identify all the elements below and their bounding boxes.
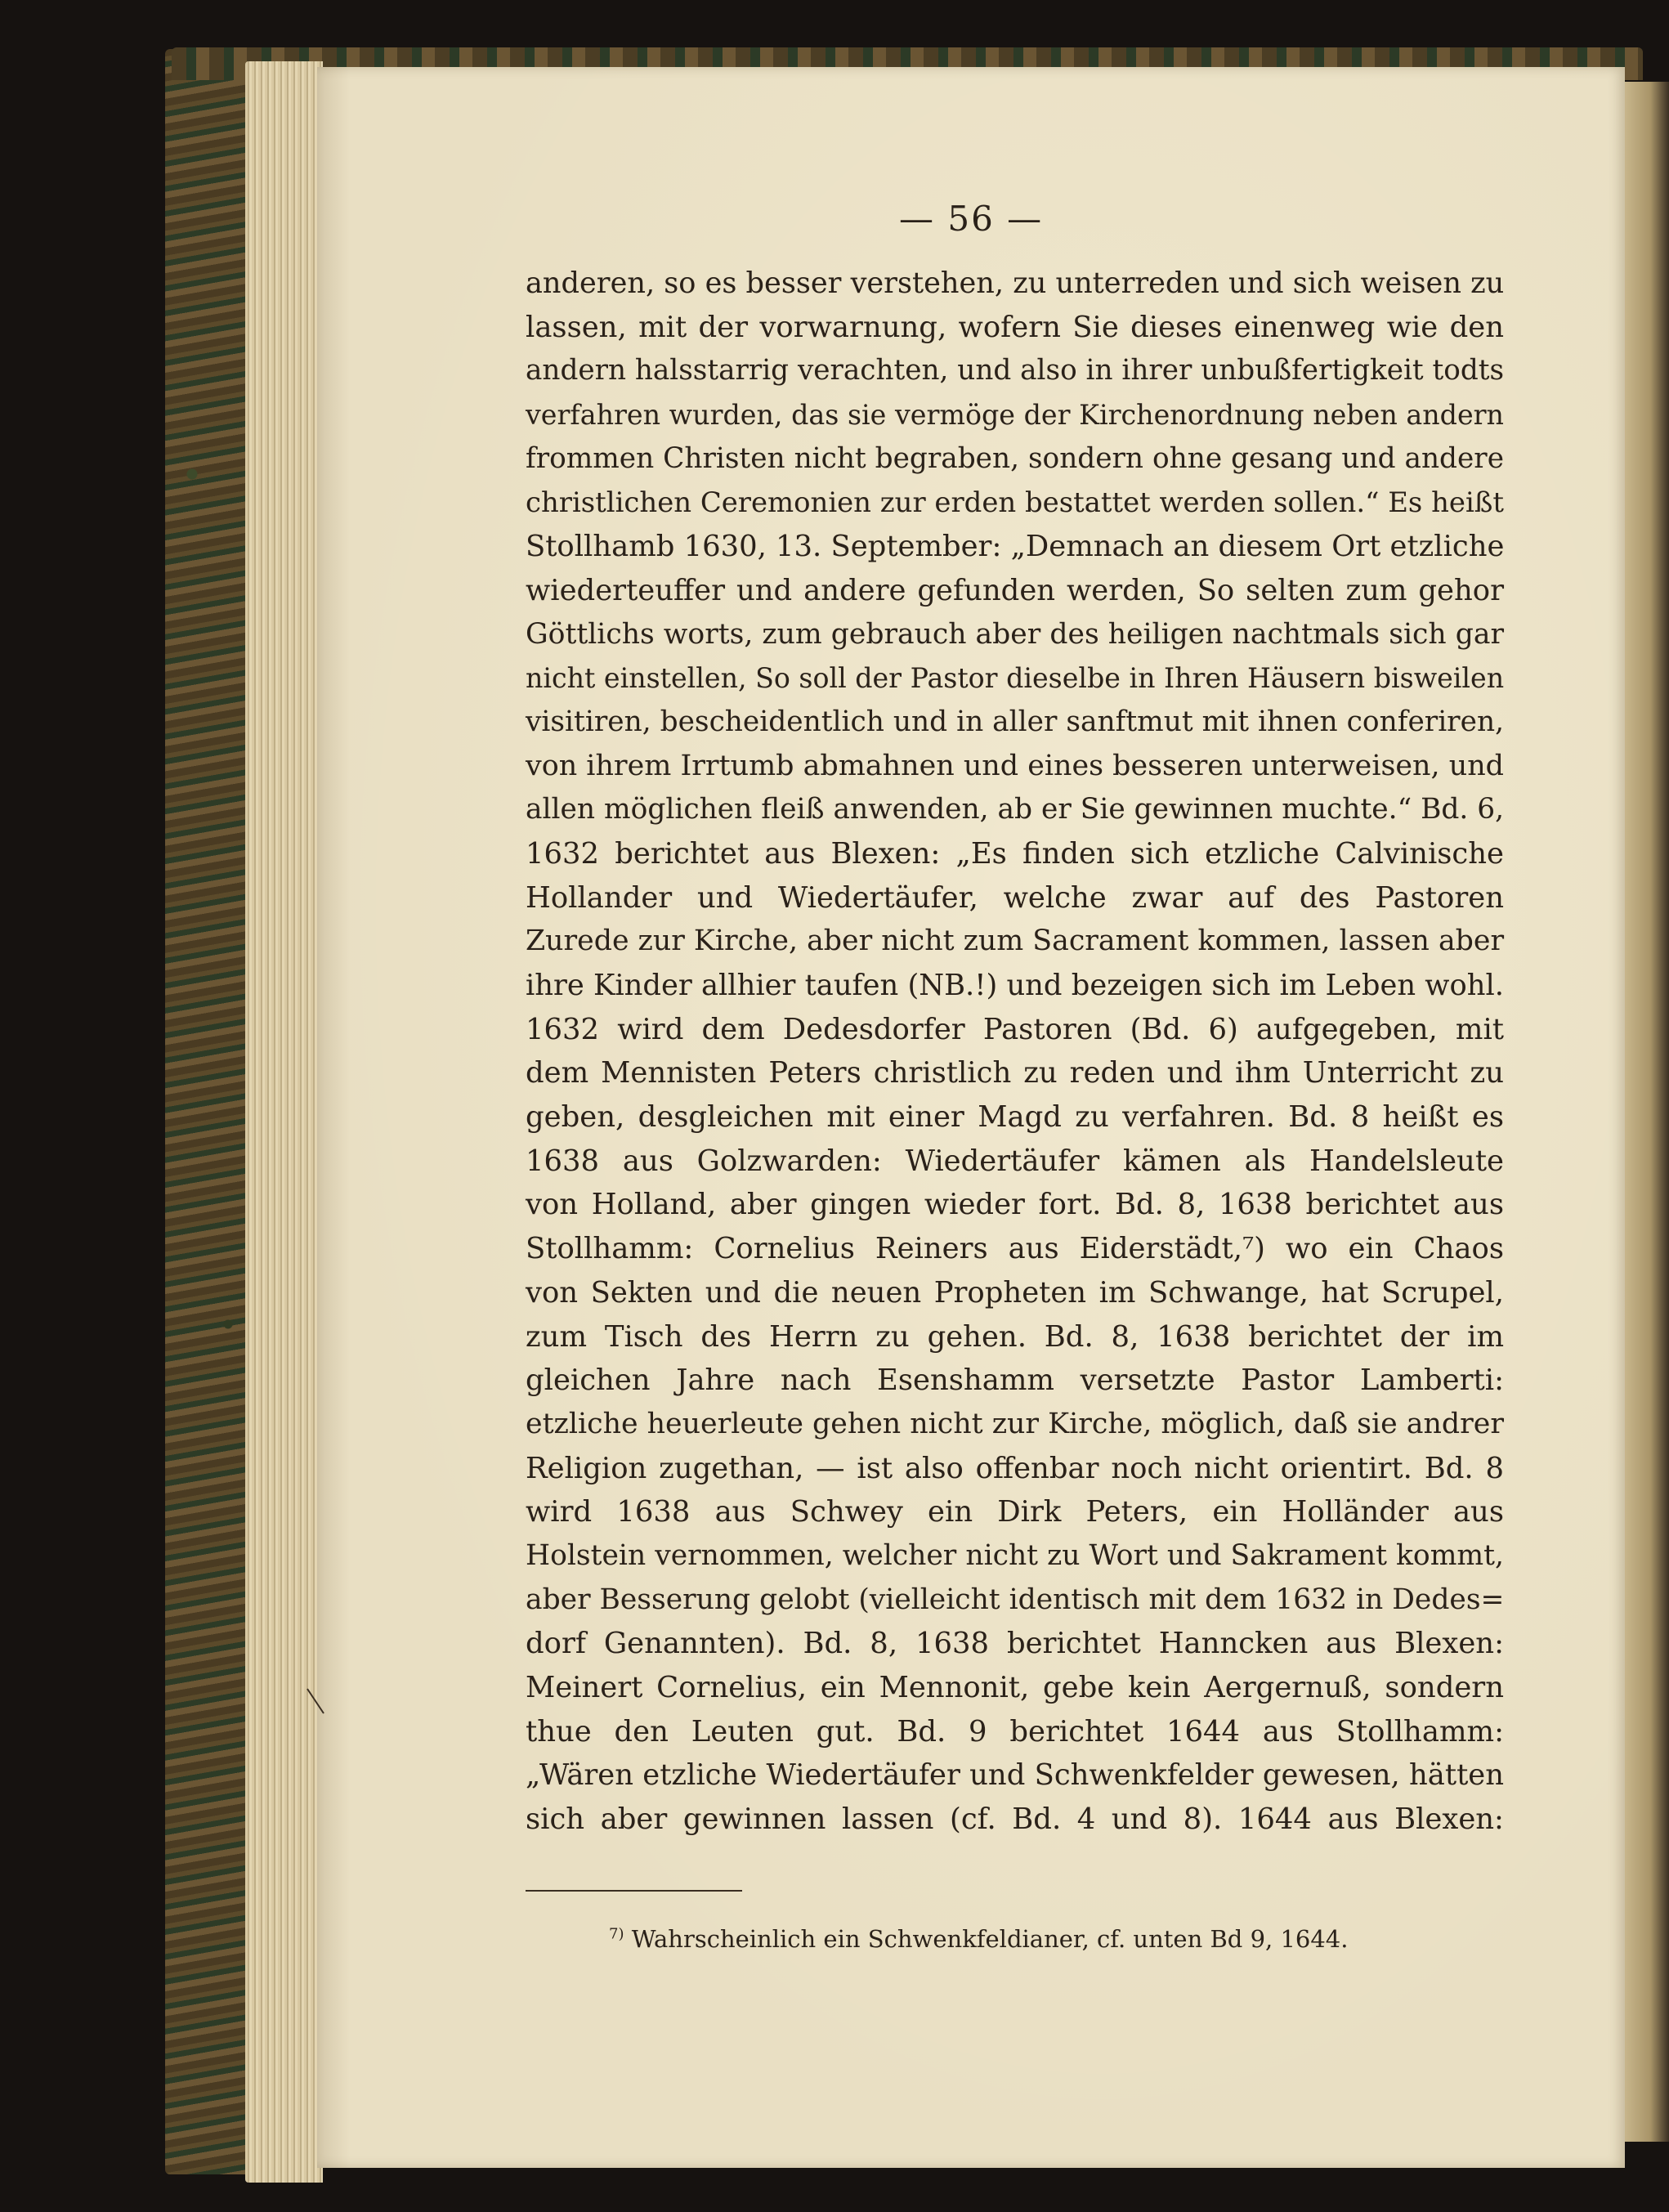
text-line: von ihrem Irrtumb abmahnen und eines besseren unterweisen, und (526, 749, 1504, 782)
text-line: von Sekten und die neuen Propheten im Schwange, hat Scrupel, (526, 1275, 1504, 1310)
text-line: wird 1638 aus Schwey ein Dirk Peters, ein Holländer aus (526, 1495, 1504, 1529)
text-line: dorf Genannten). Bd. 8, 1638 berichtet Hanncken aus Blexen: (526, 1627, 1504, 1661)
text-line: ihre Kinder allhier taufen (NB.!) und bezeigen sich im Leben wohl. (526, 969, 1504, 1002)
text-line: Stollhamb 1630, 13. September: „Demnach an diesem Ort etzliche (526, 530, 1505, 564)
text-line: frommen Christen nicht begraben, sondern ohne gesang und andere (526, 441, 1504, 475)
text-line: von Holland, aber gingen wieder fort. Bd. 8, 1638 berichtet aus (526, 1188, 1504, 1222)
text-line: aber Besserung gelobt (vielleicht identisch mit dem 1632 in Dedes= (526, 1583, 1505, 1616)
page-edges (245, 61, 323, 2183)
text-line: Religion zugethan, — ist also offenbar noch nicht orientirt. Bd. 8 (526, 1451, 1504, 1485)
text-line: 1632 berichtet aus Blexen: „Es finden sich etzliche Calvinische (526, 836, 1504, 871)
footnote-rule (526, 1890, 742, 1892)
book-cover-binding (165, 49, 255, 2174)
footnote (609, 1925, 1426, 1953)
text-line: Meinert Cornelius, ein Mennonit, gebe kein Aergernuß, sondern (526, 1671, 1504, 1704)
text-line: andern halsstarrig verachten, und also in ihrer unbußfertigkeit todts (526, 354, 1505, 387)
text-line: lassen, mit der vorwarnung, wofern Sie dieses einenweg wie den (526, 310, 1504, 344)
text-line: thue den Leuten gut. Bd. 9 berichtet 1644 aus Stollhamm: (526, 1714, 1504, 1749)
page-number: — 56 — (899, 199, 1044, 239)
text-line: christlichen Ceremonien zur erden bestattet werden sollen.“ Es heißt (526, 486, 1504, 519)
text-line: Holstein vernommen, welcher nicht zu Wort und Sakrament kommt, (526, 1538, 1504, 1572)
page-body-text (526, 262, 1504, 1842)
text-line: sich aber gewinnen lassen (cf. Bd. 4 und 8). 1644 aus Blexen: (526, 1802, 1504, 1837)
text-line: etzliche heuerleute gehen nicht zur Kirche, möglich, daß sie andrer (526, 1407, 1504, 1440)
text-line: allen möglichen fleiß anwenden, ab er Sie gewinnen muchte.“ Bd. 6, (526, 793, 1505, 826)
text-line: zum Tisch des Herrn zu gehen. Bd. 8, 1638 berichtet der im (526, 1319, 1504, 1354)
footnote-text: Wahrscheinlich ein Schwenkfeldianer, cf. unten Bd 9, 1644. (631, 1925, 1349, 1953)
text-line: Stollhamm: Cornelius Reiners aus Eiderstädt,⁷) wo ein Chaos (526, 1232, 1504, 1266)
text-line: „Wären etzliche Wiedertäufer und Schwenkfelder gewesen, hätten (526, 1758, 1504, 1793)
text-line: geben, desgleichen mit einer Magd zu verfahren. Bd. 8 heißt es (526, 1100, 1504, 1135)
text-line: visitiren, bescheidentlich und in aller sanftmut mit ihnen conferiren, (526, 705, 1504, 738)
text-line: Zurede zur Kirche, aber nicht zum Sacrament kommen, lassen aber (526, 925, 1505, 958)
margin-pencil-mark (304, 1686, 329, 1718)
text-line: gleichen Jahre nach Esenshamm versetzte Pastor Lamberti: (526, 1363, 1504, 1398)
text-line: dem Mennisten Peters christlich zu reden und ihm Unterricht zu (526, 1056, 1504, 1090)
text-line: 1632 wird dem Dedesdorfer Pastoren (Bd. 6) aufgegeben, mit (526, 1012, 1504, 1046)
text-line: wiederteuffer und andere gefunden werden, So selten zum gehor (526, 573, 1504, 607)
text-line: nicht einstellen, So soll der Pastor dieselbe in Ihren Häusern bisweilen (526, 662, 1505, 695)
footnote-marker: 7) (609, 1925, 624, 1943)
text-line: anderen, so es besser verstehen, zu unterreden und sich weisen zu (526, 266, 1505, 300)
book-right-edge (1622, 82, 1669, 2142)
text-line: 1638 aus Golzwarden: Wiedertäufer kämen als Handelsleute (526, 1144, 1504, 1178)
text-line: Göttlichs worts, zum gebrauch aber des heiligen nachtmals sich gar (526, 617, 1504, 651)
text-line: Hollander und Wiedertäufer, welche zwar auf des Pastoren (526, 880, 1504, 915)
text-line: verfahren wurden, das sie vermöge der Kirchenordnung neben andern (526, 399, 1504, 432)
